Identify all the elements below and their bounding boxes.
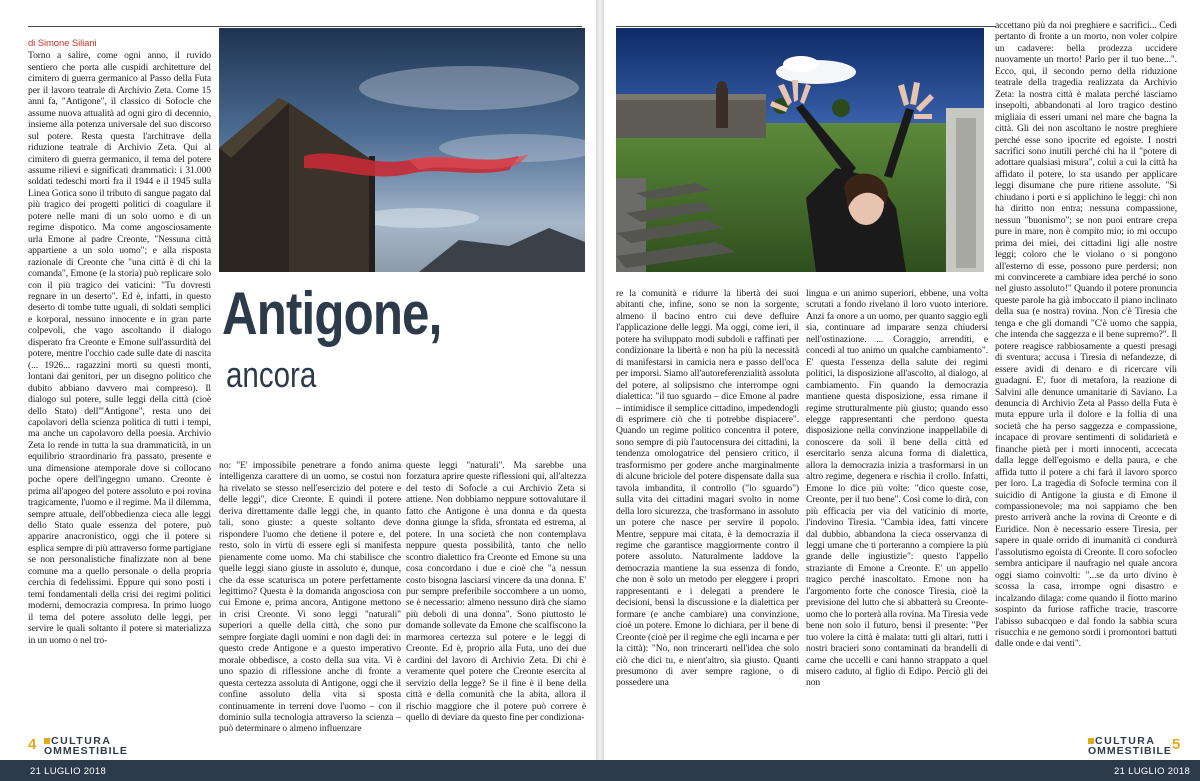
right-page	[604, 0, 1200, 781]
column-text: queste leggi "naturali". Ma sarebbe una forzatura aprire queste riflessioni qui, all'altezza del testo di Sofocle a cui Archivio Zeta si attiene. Non dobbiamo neppure sottovalutare il fatto che Antigone è una donna e da questa donna giunge la sfida, sfrontata ed estrema, al potere. In una società che non contemplava neppure questa possibilità, tanto che nello scontro dialettico fra Creonte ed Emone su una cosa concordano i due e cioè che "a nessun costo bisogna lasciarsi vincere da una donna. E' pur sempre preferibile soccombere a un uomo, se è necessario: almeno nessuno dirà che siamo più deboli di una donna". Sono piuttosto le domande sollevate da Emone che scalfiscono la marmorea certezza sul potere e le leggi di Creonte. Ed è, proprio alla Futa, uno dei due cardini del lavoro di Archivio Zeta. Di chi è veramente quel potere che Creonte esercita al servizio della legge? Se il fine è il bene della città e della comunità che la abita, allora il rischio maggiore che il potere può correre è quello di deviare da questo fine per condiziona-	[406, 460, 586, 723]
column-text: no: "E' impossibile penetrare a fondo anima intelligenza carattere di un uomo, se costui non ha rivelato se stesso nell'esercizio del potere e delle leggi", dice Creonte. E quindi il potere deriva direttamente dalle leggi che, in quanto tali, sono giuste: a queste soltanto deve rispondere l'uomo che detiene il potere e, del resto, solo in virtù di essere egli si manifesta pienamente come uomo. Ma chi stabilisce che quelle leggi siano giuste in assoluto e, dunque, che da esse scaturisca un potere perfettamente legittimo? Questa è la domanda angosciosa con cui Emone e, prima ancora, Antigone mettono in crisi Creonte. Vi sono leggi "naturali" superiori a quelle della città, che sono pur sempre forgiate dagli uomini e non dagli dei: in questo crede Antigone e a questo imperativo morale obbedisce, a costo della sua vita. Vi è uno spazio di riflessione anche di fronte a questa certezza assoluta di Antigone, oggi che il confine assoluto della vita si sposta continuamente in terreni dove l'uomo – con il dominio sulla tecnologia attraverso la scienza – può determinare o almeno influenzare	[219, 460, 401, 735]
footer-bar	[0, 760, 1200, 781]
left-footer-date: 21 LUGLIO 2018	[30, 766, 107, 777]
article-column-2	[219, 460, 401, 735]
article-column-5	[806, 288, 988, 730]
column-text: accettano più da noi preghiere e sacrifici... Cedi pertanto di fronte a un morto, non voler colpire un cadavere: bella prodezza uccidere nuovamente un morto! Parlo per il tuo bene...". Ecco, qui, il secondo perno della riduzione teatrale della tragedia realizzata da Archivio Zeta: la nostra città è malata perché lasciamo insepolti, abbandonati al loro tragico destino migliaia di esseri umani nel mare che bagna la città. Gli dei non ascoltano le nostre preghiere perché esse sono ipocrite ed egoiste. I nostri sacrifici sono inutili perché chi ha il "potere di adottare qualsiasi misura", coluì a cui la città ha affidato il potere, lo sta usando per applicare leggi disumane che pure ritiene assolute. "Si chiudano i porti e si applichino le leggi: chi non ha diritto non entra; nessuna compassione, nessun "buonismo"; se non puoi entrare crepa pure in mare, non è compito mio; io mi occupo prima dei miei, dei cittadini ligi alle nostre leggi; coloro che le violano o si pongono all'esterno di esse, possono pure perdersi; non mi convincerete a cambiare idea perché io sono nel giusto assoluto!" Quando il potere pronuncia queste parole ha già imboccato il piano inclinato della sua (e nostra) rovina. Non c'è Tiresia che tenga e che gli domandi "C'è uomo che sappia, che intenda che saggezza e il bene supremo?". Il potere reagisce rabbiosamente a questi presagi di sventura; accusa i Tiresia di nefandezze, di essere avidi di denaro e di ricercare vili guadagni. E', fuor di metafora, la reazione di Salvini alle denunce umanitarie di Saviano. La denuncia di Archivio Zeta al Passo della Futa è muta eppure urla il dolore e la follia di una società che ha perso saggezza e compassione, incapace di provare sentimenti di solidarietà e finanche pietà per i morti innocenti, accecata dalla legge dell'egoismo e della paura, e che affida tutto il potere a chi farà il lavoro sporco per loro. La tragedia di Sofocle termina con il suicidio di Antigone la giusta e di Emone il compassionevole; ma noi sappiamo che ben presto arriverà anche la rovina di Creonte e di Euridice. Non è necessario essere Tiresia, per sapere in quale orrido di inumanità ci condurrà l'assolutismo egoista di Creonte. Il coro sofocleo sembra anticipare il naufragio nel quale ancora oggi siamo coinvolti: "...se da urto divino è scossa la casa, irrompe ogni disastro e incalzando dilaga: come quando il fiotto marino sospinto da furiose raffiche tracie, trascorre l'abisso subacqueo e dal fondo la sabbia scura risucchia e ne gemono sordi i promontori battuti dalle onde e dai venti".	[995, 20, 1177, 650]
magazine-logo-left	[44, 736, 128, 756]
logo-square-icon	[1088, 738, 1094, 744]
column-text: lingua e un animo superiori, ebbene, una volta scrutati a fondo rivelano il loro vuoto interiore. Anzi fa onore a un uomo, per quanto saggio egli sia, continuare ad imparare senza chiudersi nell'ostinazione. ... Coraggio, arrenditi, e concedi al tuo animo un qualche cambiamento". E' questa l'essenza della salute dei regimi politici, la disposizione all'ascolto, al dialogo, al cambiamento. Fin quando la democrazia mantiene questa disposizione, essa rimane il regime strutturalmente più giusto; quando esso elegge rappresentanti che perdono questa disposizione nella convinzione inappellabile di conoscere da soli il bene della città ed esercitarlo senza alcuna forma di dialettica, allora la democrazia inizia a trasformarsi in un altro regime, degenera e rischia il crollo. Infatti, Emone lo dice più volte: "dico queste cose, Creonte, per il tuo bene". Così come lo dirà, con più efficacia per via del vaticinio di morte, l'indovino Tiresia. "Cambia idea, fatti vincere dal dubbio, abbandona la cieca osservanza di leggi umane che ti porteranno a compiere la più grande delle ingiustizie": questo l'appello straziante di Emone a Creonte. E' un appello tragico perché inascoltato. Emone non ha l'argomento forte che conosce Tiresia, cioè la previsione del lutto che si abbatterà su Creonte-uomo che lo porterà alla rovina. Ma Tiresia vede bene non solo il futuro, bensì il presente: "Per tuo volere la città è malata: tutti gli altari, tutti i nostri bracieri sono contaminati da brandelli di carne che uccelli e cani hanno strappato a quel misero caduto, al figlio di Edipo. Perciò gli dei non	[806, 288, 988, 689]
article-column-4	[616, 288, 799, 730]
logo-initial: C	[51, 735, 61, 747]
author-byline: di Simone Siliani	[28, 38, 97, 49]
logo-line-2: OMMESTIBILE	[1088, 745, 1172, 757]
article-subtitle: ancora	[226, 354, 317, 395]
logo-line-1: ULTURA	[60, 735, 112, 747]
logo-square-icon	[44, 738, 50, 744]
article-column-6	[995, 20, 1177, 730]
logo-line-1: ULTURA	[1104, 735, 1156, 747]
page-gutter	[596, 0, 604, 781]
logo-line-2: OMMESTIBILE	[44, 745, 128, 757]
photo-red-flag-sky	[219, 28, 585, 272]
article-column-3	[406, 460, 586, 728]
column-text: re la comunità e ridurre la libertà dei suoi abitanti che, infine, sono se non la sorgente, almeno il bacino entro cui deve defluire l'applicazione delle leggi. Ma oggi, come ieri, il potere ha sviluppato modi subdoli e raffinati per condizionare la libertà e non ha più la necessità di manifestarsi in camicia nera e passo dell'oca per imporsi. Siamo all'autoreferenzialità assoluta del potere, al solipsismo che interrompe ogni dialettica: "il tuo sguardo – dice Emone al padre – intimidisce il semplice cittadino, impedendogli di esprimere ciò che ti potrebbe dispiacere". Quando un regime politico concentra il potere, sono sempre di più l'autocensura dei cittadini, la tendenza omologatrice del pensiero critico, il trasformismo per godere anche marginalmente di alcune briciole del potere dispensate dalla sua tavola imbandita, il controllo ("lo sguardo") sulla vita dei cittadini magari svolto in nome della loro sicurezza, che trasformano in assoluto un potere che nasce per servire il popolo. Mentre, seppure mai citata, è la democrazia il regime che garantisce maggiormente contro il potere assoluto. Naturalmente laddove la democrazia mantiene la sua essenza di fondo, che non è solo un metodo per eleggere i propri rappresentanti e i delegati a prendere le decisioni, bensì la discussione e la dialettica per formare (e anche cambiare) una convinzione, cioè un potere. Emone lo dichiara, per il bene di Creonte (cioè per il regime che egli incarna e per la città): "No, non trincerarti nell'idea che solo ciò che dici tu, e nient'altro, sia giusto. Quanti presumono di aver sempre ragione, o di possedere una	[616, 288, 799, 689]
top-rule	[616, 26, 996, 27]
column-text: Torno a salire, come ogni anno, il ruvido sentiero che porta alle cuspidi architetture del cimitero di guerra germanico al Passo della Futa per il lavoro teatrale di Archivio Zeta. Come 15 anni fa, "Antigone", il classico di Sofocle che assume nuova attualità ad ogni giro di decennio, insieme alla potenza universale del suo discorso sul potere. Resta questa l'architrave della riduzione teatrale di Archivio Zeta. Qui al cimitero di guerra germanico, il tema del potere assume rilievi e significati drammatici: i 31.000 soldati tedeschi morti fra il 1944 e il 1945 sulla Linea Gotica sono il tributo di sangue pagato dal più tragico dei progetti politici di coagulare il potere nelle mani di un solo uomo e di un regime dispotico. Ma come angosciosamente urla Emone al padre Creonte, "Nessuna città appartiene a un solo uomo"; e alla risposta razionale di Creonte che "una città è di chi la comanda", Emone (e la storia) può replicare solo con il più tragico dei vaticini: "Tu dovresti regnare in un deserto". Ed è, infatti, in questo deserto di tombe tutte uguali, di soldati semplici e korporal, nessuno innocente e in gran parte colpevoli, che vago ascoltando il dialogo disperato fra Creonte e Emone sull'assurdità del potere, mentre l'occhio cade sulle date di nascita (... 1926... ragazzini morti su questi monti, lontani dai genitori, per un disegno politico che dubito abbiano davvero mai compreso). Il dialogo sul potere, sulle leggi della città (cioè dello Stato) dell'"Antigone", resta uno dei capolavori della scienza politica di tutti i tempi, ma anche un capolavoro della poesia. Archivio Zeta lo rende in tutta la sua drammaticità, in un equilibrio straordinario fra passato, presente e una dimensione atemporale dove si collocano poche opere dell'ingegno umano. Creonte è prima all'apogeo del potere assoluto e poi rovina tragicamente, l'uomo e il regime. Ma il dilemma, sempre attuale, dell'obbedienza cieca alle leggi dello Stato quale essenza del potere, può apparire anacronistico, oggi che il potere si esplica sempre di più attraverso forme partigiane se non personalistiche finalizzate non al bene comune ma a quello personale o della propria cerchia di fedelissimi. Eppure qui sono posti i temi fondamentali della crisi dei regimi politici moderni, democrazia compresa. In primo luogo il tema del potere assoluto delle leggi, per servire le quali soltanto il potere si materializza in un uomo o nel tro-	[28, 50, 211, 646]
magazine-logo-right	[1088, 736, 1172, 756]
photo-girl-cemetery	[616, 28, 984, 272]
article-column-1	[28, 38, 211, 730]
right-footer-date: 21 LUGLIO 2018	[1114, 766, 1191, 777]
article-title: Antigone,	[222, 280, 442, 347]
logo-initial: C	[1095, 735, 1105, 747]
red-flag-photo-image	[219, 28, 585, 272]
left-page	[0, 0, 596, 781]
top-rule	[28, 26, 582, 27]
right-page-number: 5	[1172, 736, 1181, 753]
left-page-number: 4	[28, 736, 37, 753]
girl-cemetery-photo-image	[616, 28, 984, 272]
